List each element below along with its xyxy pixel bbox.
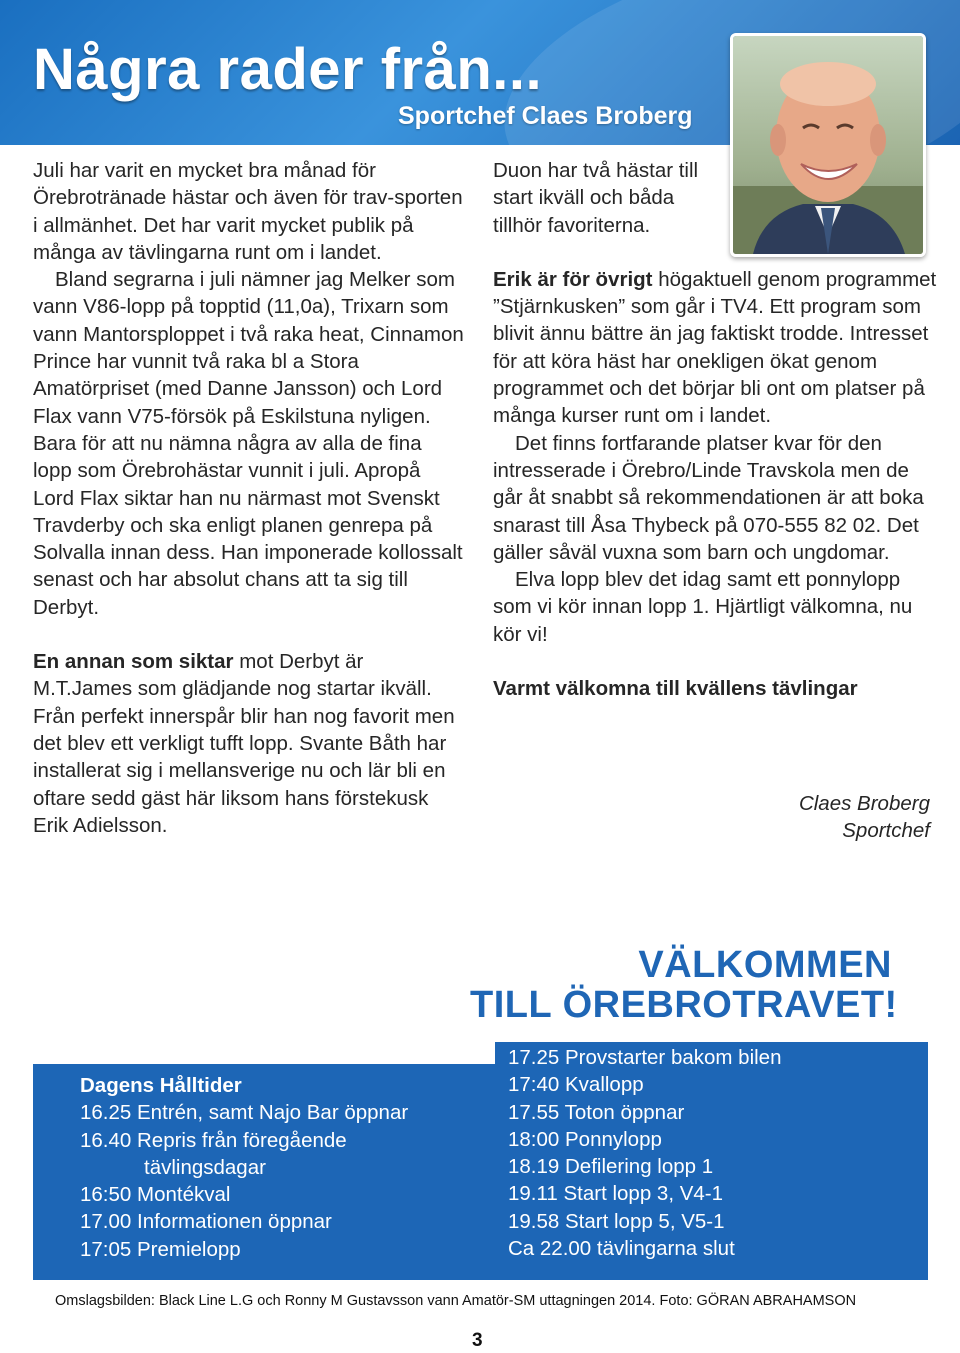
lopp-paragraph: Elva lopp blev det idag samt ett ponnylopp som vi kör innan lopp 1. Hjärtligt välkomna, nu kör vi! — [493, 568, 913, 646]
right-text-column — [493, 157, 938, 702]
schedule-item: 18.19 Defilering lopp 1 — [508, 1155, 714, 1179]
signature-name: Claes Broberg — [798, 792, 930, 815]
schedule-right-list — [508, 1044, 781, 1262]
schedule-item: 17.55 Toton öppnar — [508, 1100, 685, 1124]
cover-photo-caption: Omslagsbilden: Black Line L.G och Ronny M Gustavsson vann Amatör-SM uttagningen 2014. Foto: GÖRAN ABRAHAMSON — [55, 1293, 857, 1309]
stjarnkusken-body-text: högaktuell genom programmet ”Stjärnkusken” som går i TV4. Ett program som blivit ännu bättre än jag faktiskt trodde. Intresset för att köra häst har onekligen ökat genom programmet och det börjar bli ont om platser på många kurser runt om i landet. — [493, 267, 937, 428]
schedule-item: 16.40 Repris från föregående — [80, 1128, 347, 1152]
schedule-item: 16:50 Montékval — [80, 1183, 231, 1207]
schedule-item: 19.11 Start lopp 3, V4-1 — [508, 1182, 724, 1206]
left-text-column — [33, 157, 465, 839]
winners-paragraph: Bland segrarna i juli nämner jag Melker som vann V86-lopp på topptid (11,0a), Trixarn som vann Mantorsploppet i två raka heat, Cinnamon Prince har vunnit två raka bl a Stora Amatörpriset (med Danne Jansson) och Lord Flax vann V75-försök på Eskilstuna nyligen. Bara för att nu nämna några av alla de fina lopp som Örebrohästar vunnit i juli. Apropå Lord Flax siktar han nu närmast mot Svenskt Travderby och ska enligt planen genrepa på Solvalla innan dess. Han imponerade kollossalt senast och har absolut chans att ta sig till Derbyt. — [33, 268, 464, 619]
duo-paragraph: Duon har två hästar till start ikväll och båda tillhör favoriterna. — [493, 159, 699, 237]
page-number: 3 — [472, 1330, 483, 1351]
page-subtitle: Sportchef Claes Broberg — [398, 102, 693, 130]
stjarnkusken-paragraph — [493, 266, 938, 430]
welcome-line-1: VÄLKOMMEN — [638, 944, 892, 986]
schedule-item: 17:40 Kvallopp — [508, 1073, 644, 1097]
signature-block — [700, 790, 930, 845]
closing-greeting: Varmt välkomna till kvällens tävlingar — [493, 677, 858, 701]
schedule-item: tävlingsdagar — [144, 1155, 266, 1179]
page-title: Några rader från... — [33, 37, 543, 102]
travskola-paragraph: Det finns fortfarande platser kvar för den intresserade i Örebro/Linde Travskola men de går åt snabbt så rekommendationen är att boka snarast till Åsa Thybeck på 070-555 82 02. Det gäller såväl vuxna som barn och ungdomar. — [493, 431, 924, 564]
schedule-item: 17.25 Provstarter bakom bilen — [508, 1046, 782, 1069]
derby-lead-text: En annan som siktar — [33, 650, 234, 674]
schedule-left-list — [80, 1072, 408, 1263]
derby-body-text: mot Derbyt är M.T.James som glädjande nog startar ikväll. Från perfekt innerspår blir han nog favorit men det blev ett verkligt tufft lopp. Svante Båth har installerat sig i mellansverige nu och lär bli en oftare sedd gäst här liksom hans förstekusk Erik Adielsson. — [33, 650, 455, 837]
schedule-item: Ca 22.00 tävlingarna slut — [508, 1237, 735, 1261]
schedule-box-notch — [33, 1042, 495, 1064]
schedule-item: 17.00 Informationen öppnar — [80, 1210, 332, 1234]
schedule-heading: Dagens Hålltider — [80, 1074, 242, 1097]
schedule-item: 17:05 Premielopp — [80, 1237, 241, 1261]
welcome-line-2: TILL ÖREBROTRAVET! — [470, 984, 898, 1026]
schedule-item: 16.25 Entrén, samt Najo Bar öppnar — [80, 1101, 409, 1125]
welcome-heading — [470, 944, 898, 1026]
schedule-item: 18:00 Ponnylopp — [508, 1127, 662, 1151]
intro-paragraph: Juli har varit en mycket bra månad för Örebrotränade hästar och även för trav-sporten i allmänhet. Det har varit mycket publik på många av tävlingarna runt om i landet. — [33, 159, 463, 264]
stjarnkusken-lead-text: Erik är för övrigt — [493, 267, 653, 291]
signature-role: Sportchef — [842, 819, 930, 843]
schedule-item: 19.58 Start lopp 5, V5-1 — [508, 1209, 725, 1233]
derby-paragraph — [33, 648, 465, 839]
